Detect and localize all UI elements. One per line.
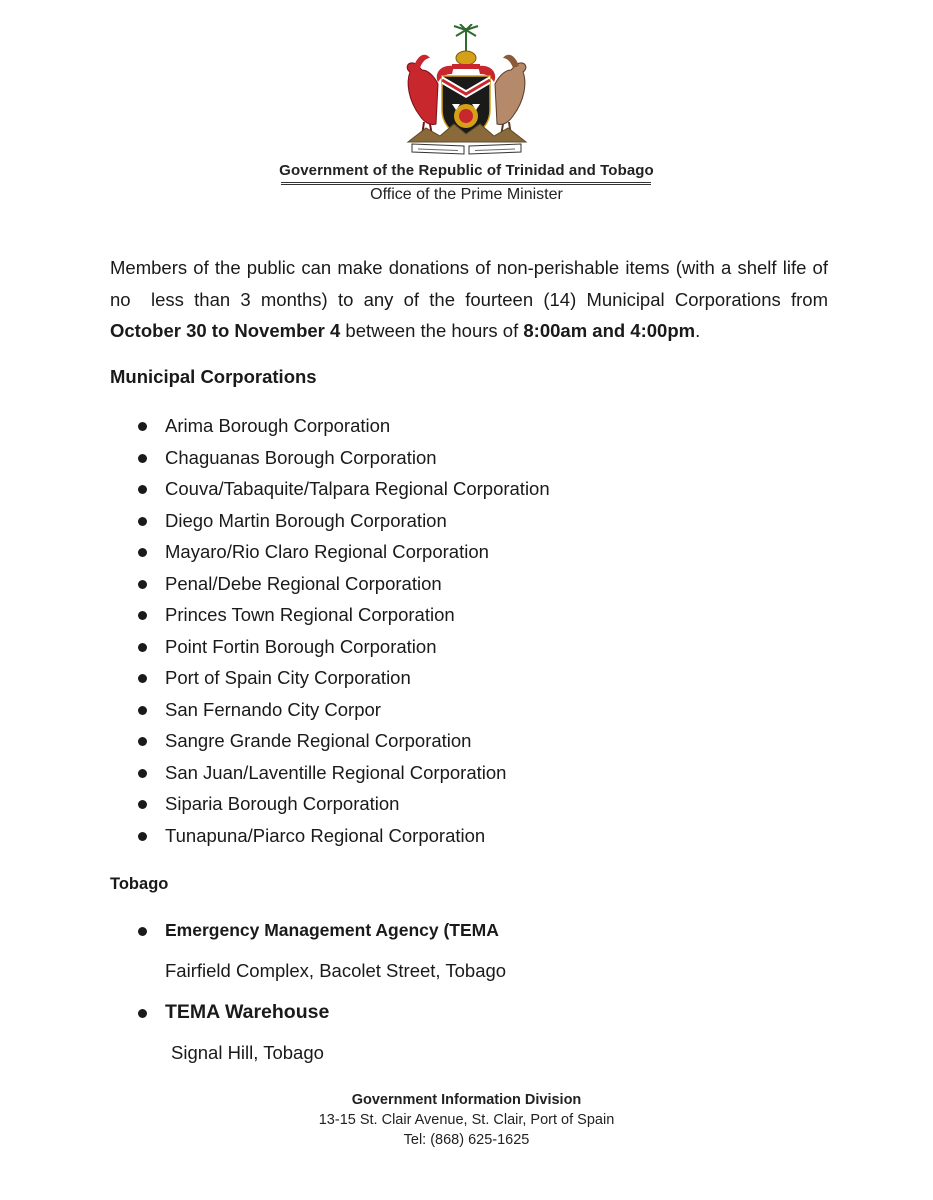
bullet-icon <box>138 517 147 526</box>
bullet-icon <box>138 1009 147 1018</box>
coat-of-arms-logo <box>394 24 539 162</box>
footer-address: 13-15 St. Clair Avenue, St. Clair, Port of Spain <box>318 1112 615 1128</box>
cocrico-bird-icon <box>495 55 526 136</box>
header-divider <box>281 182 651 185</box>
list-item <box>0 473 550 505</box>
bullet-icon <box>138 800 147 809</box>
list-item <box>0 662 550 694</box>
bullet-icon <box>138 927 147 936</box>
list-item <box>0 599 550 631</box>
bullet-icon <box>138 643 147 652</box>
list-item <box>0 725 550 757</box>
municipal-heading: Municipal Corporations <box>110 366 317 387</box>
location-name: TEMA Warehouse <box>165 1001 330 1023</box>
corporation-name: Sangre Grande Regional Corporation <box>165 730 472 751</box>
intro-text-2: between the hours of <box>340 320 524 341</box>
office-title: Office of the Prime Minister <box>370 186 563 203</box>
municipal-list <box>0 410 550 851</box>
corporation-name: Siparia Borough Corporation <box>165 793 400 814</box>
corporation-name: Chaguanas Borough Corporation <box>165 446 437 468</box>
intro-text-3: . <box>695 320 701 341</box>
corporation-name: San Juan/Laventille Regional Corporation <box>165 761 507 783</box>
corporation-name: Port of Spain City Corporation <box>165 667 411 688</box>
list-item <box>0 631 550 663</box>
bullet-icon <box>138 548 147 557</box>
corporation-name: Point Fortin Borough Corporation <box>165 635 437 657</box>
corporation-name: Tunapuna/Piarco Regional Corporation <box>165 824 486 846</box>
corporation-name: Mayaro/Rio Claro Regional Corporation <box>165 541 489 562</box>
bullet-icon <box>138 832 147 841</box>
list-item <box>0 820 550 852</box>
donation-hours: 8:00am and 4:00pm <box>523 320 696 341</box>
bullet-icon <box>138 769 147 778</box>
corporation-name: Arima Borough Corporation <box>165 415 391 436</box>
bullet-icon <box>138 706 147 715</box>
bullet-icon <box>138 422 147 431</box>
location-address: Fairfield Complex, Bacolet Street, Tobago <box>165 960 507 981</box>
corporation-name: Princes Town Regional Corporation <box>165 604 455 625</box>
list-item <box>0 757 550 789</box>
footer-title: Government Information Division <box>351 1092 582 1108</box>
bullet-icon <box>138 737 147 746</box>
list-item <box>0 694 550 726</box>
list-item <box>0 505 550 537</box>
intro-text-1: Members of the public can make donations of non-perishable items (with a shelf life of no less than 3 months) to any of the fourteen (14) Municipal Corporations from <box>110 257 834 310</box>
intro-paragraph <box>110 252 834 347</box>
list-item <box>0 788 550 820</box>
location-name: Emergency Management Agency (TEMA <box>165 920 499 940</box>
bullet-icon <box>138 611 147 620</box>
bullet-icon <box>138 485 147 494</box>
government-title: Government of the Republic of Trinidad and Tobago <box>279 162 654 179</box>
palm-tree-icon <box>454 24 478 54</box>
motto-ribbon-icon <box>412 144 521 154</box>
bullet-icon <box>138 580 147 589</box>
list-item <box>0 442 550 474</box>
corporation-name: Diego Martin Borough Corporation <box>165 509 447 531</box>
tobago-heading: Tobago <box>110 875 169 893</box>
footer-phone: Tel: (868) 625-1625 <box>403 1132 530 1148</box>
corporation-name: Couva/Tabaquite/Talpara Regional Corporation <box>165 478 550 499</box>
donation-dates: October 30 to November 4 <box>110 320 341 341</box>
list-item <box>0 568 550 600</box>
corporation-name: San Fernando City Corpor <box>165 698 381 720</box>
bullet-icon <box>138 454 147 463</box>
list-item <box>0 536 550 568</box>
corporation-name: Penal/Debe Regional Corporation <box>165 572 442 594</box>
list-item <box>0 410 550 442</box>
bullet-icon <box>138 674 147 683</box>
scarlet-ibis-icon <box>407 55 438 136</box>
footer <box>0 1090 933 1150</box>
location-address: Signal Hill, Tobago <box>171 1042 324 1063</box>
